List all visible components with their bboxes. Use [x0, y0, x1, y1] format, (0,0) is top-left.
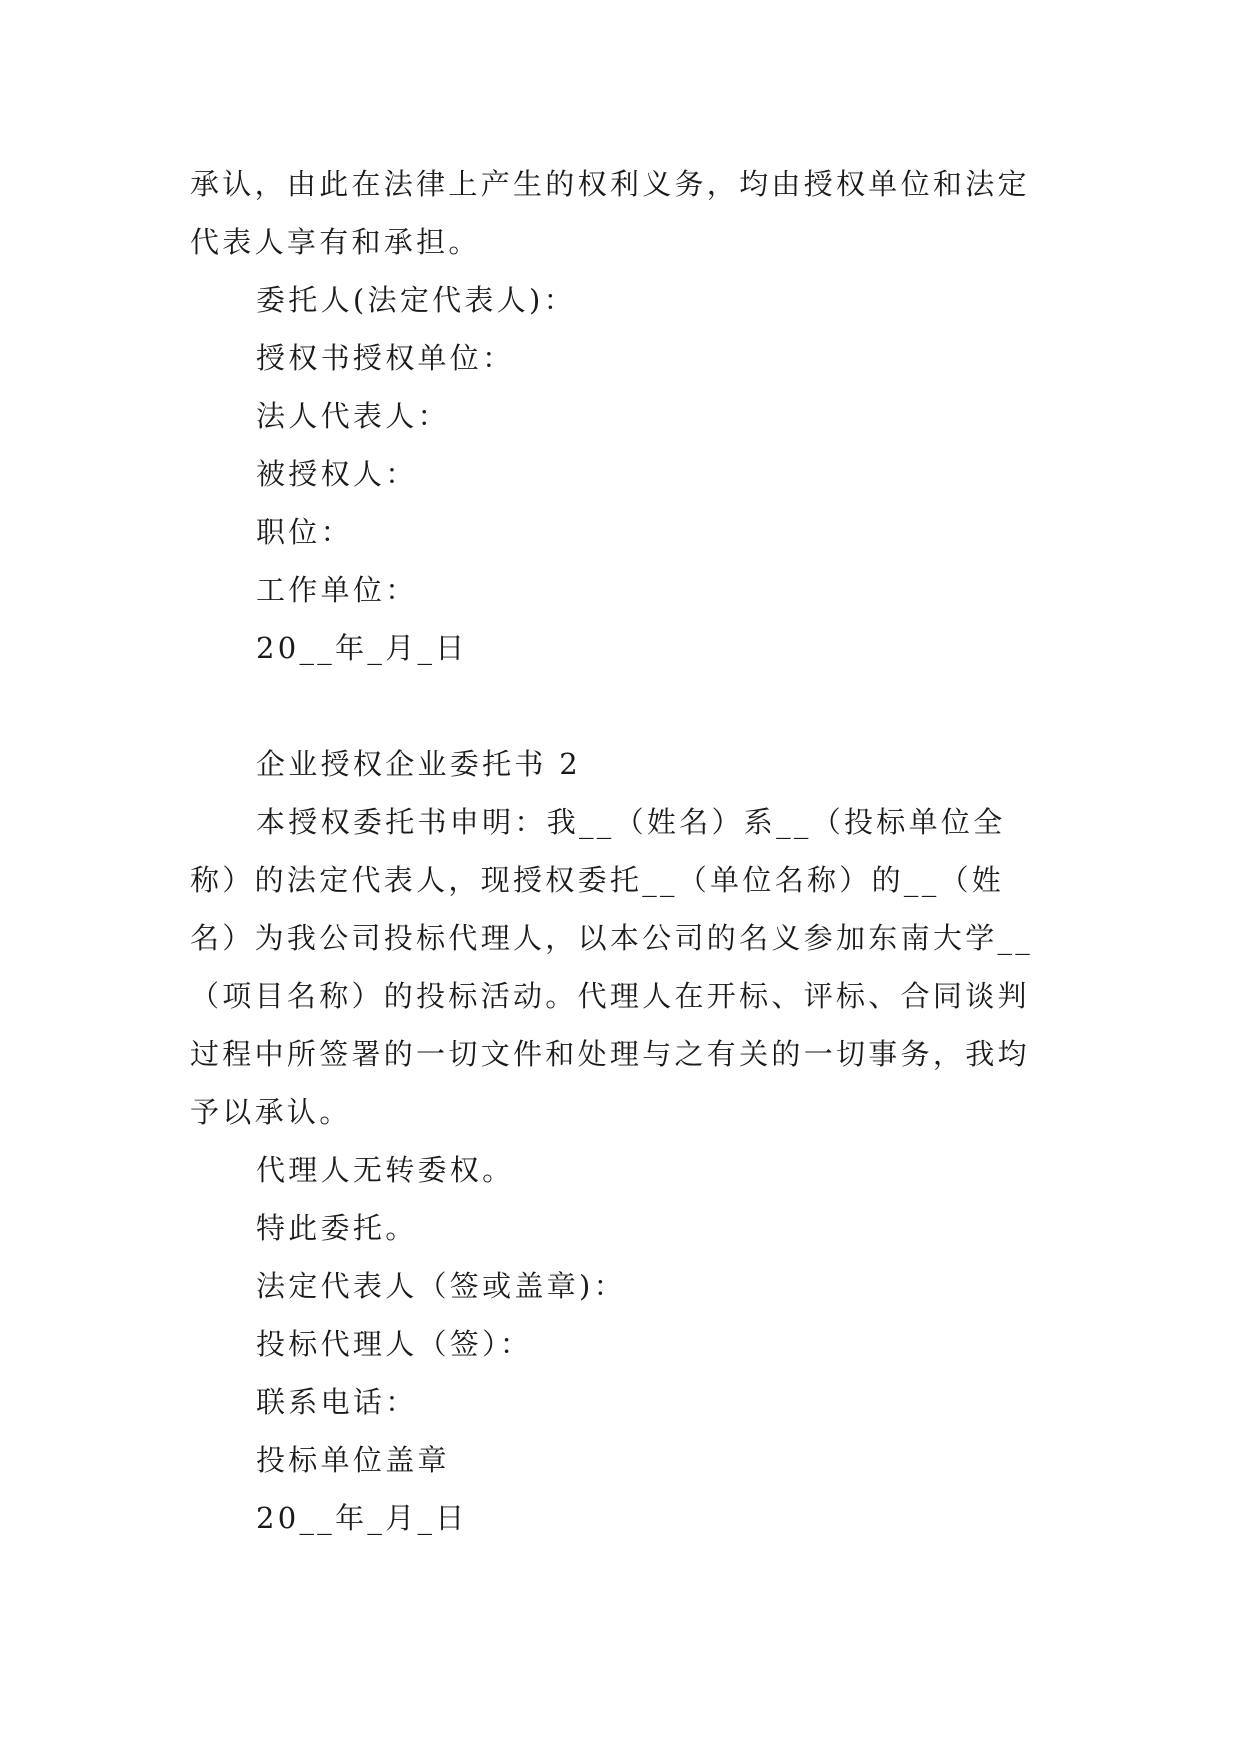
field-position: 职位： [256, 515, 353, 549]
field-bid-agent-signature: 投标代理人（签）： [256, 1327, 533, 1361]
field-date: 20__年_月_日 [256, 631, 468, 665]
section-title: 企业授权企业委托书 2 [256, 747, 581, 781]
section-spacer [190, 677, 1050, 735]
field-bidder-seal: 投标单位盖章 [256, 1443, 450, 1477]
statement-hereby-entrust: 特此委托。 [256, 1211, 418, 1245]
body-paragraph: 本授权委托书申明：我__（姓名）系__（投标单位全称）的法定代表人，现授权委托__（单位名称）的__（姓名）为我公司投标代理人，以本公司的名义参加东南大学__（项目名称）的投标活动。代理人在开标、评标、合同谈判过程中所签署的一切文件和处理与之有关的一切事务，我均予以承认。 [190, 805, 1034, 1129]
field-authorized-person: 被授权人： [256, 457, 418, 491]
statement-no-subdelegation: 代理人无转委权。 [256, 1153, 515, 1187]
field-contact-phone: 联系电话： [256, 1385, 418, 1419]
field-legal-rep-signature: 法定代表人（签或盖章)： [256, 1269, 626, 1303]
document-page [190, 155, 1050, 1547]
field-principal: 委托人(法定代表人)： [256, 283, 576, 317]
field-work-unit: 工作单位： [256, 573, 418, 607]
continuation-paragraph: 承认，由此在法律上产生的权利义务，均由授权单位和法定代表人享有和承担。 [190, 167, 1030, 259]
field-legal-representative: 法人代表人： [256, 399, 450, 433]
field-authorizing-unit: 授权书授权单位： [256, 341, 515, 375]
field-date-2: 20__年_月_日 [256, 1501, 468, 1535]
